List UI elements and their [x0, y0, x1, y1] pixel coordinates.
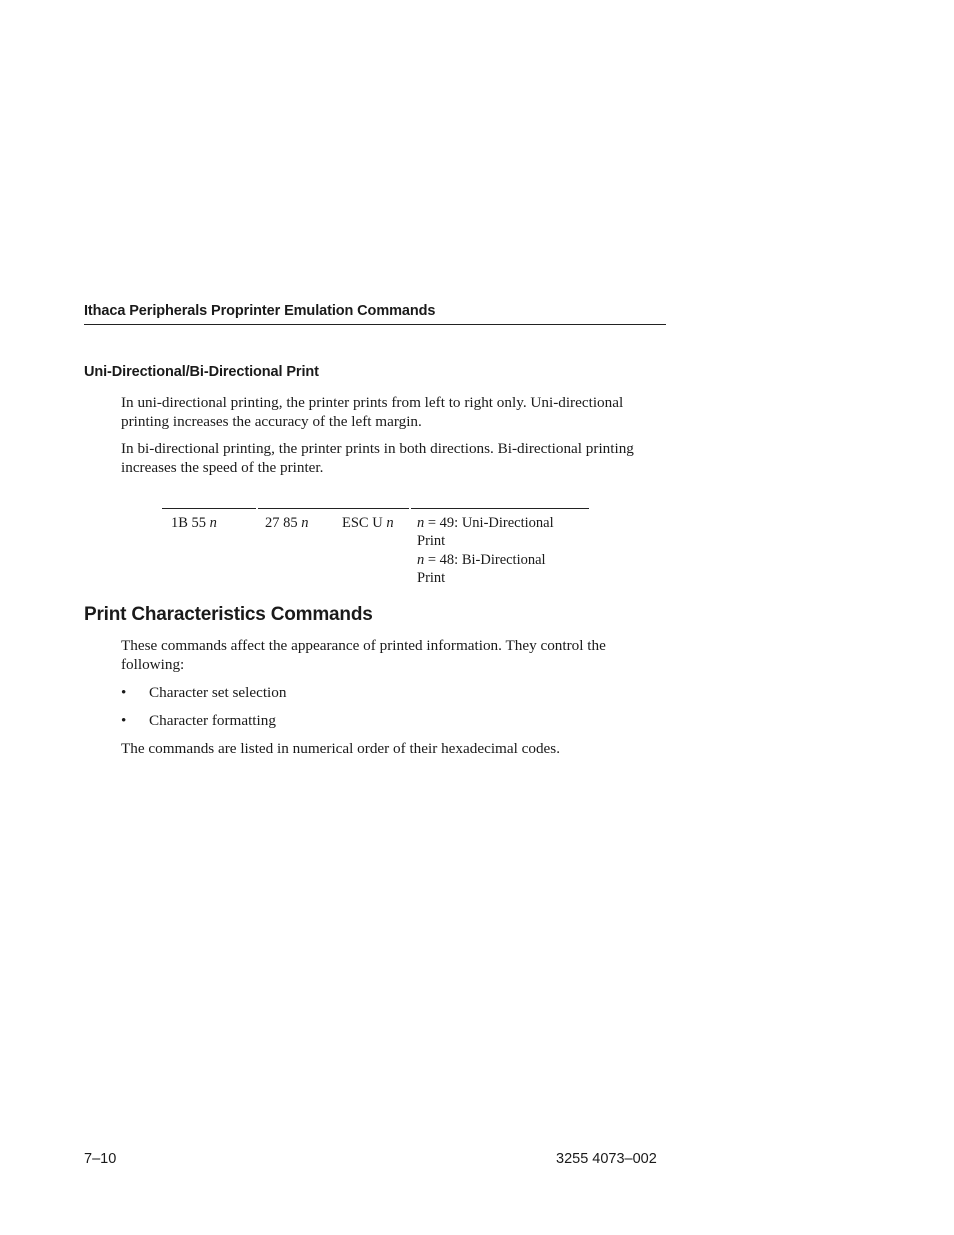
description-cell [417, 514, 554, 587]
table-rule [162, 508, 256, 509]
decimal-code: 27 85 [265, 515, 298, 531]
option-text: = 49: Uni-Directional [424, 515, 554, 531]
list-item-text: Character set selection [149, 684, 287, 701]
bullet-icon: • [121, 712, 127, 729]
section-title: Print Characteristics Commands [84, 604, 373, 625]
option-bi [417, 551, 554, 569]
ascii-code: ESC U [342, 515, 383, 531]
list-item-text: Character formatting [149, 712, 276, 729]
option-bi-cont: Print [417, 569, 446, 586]
paragraph-intro: These commands affect the appearance of printed information. They control the following: [121, 637, 606, 673]
table-rule [411, 508, 589, 509]
paragraph-uni-directional: In uni-directional printing, the printer prints from left to right only. Uni-directional printing increases the accuracy of the left margin. [121, 394, 624, 430]
decimal-code-cell [265, 514, 309, 532]
paragraph-closing: The commands are listed in numerical order of their hexadecimal codes. [121, 740, 560, 757]
option-uni-cont: Print [417, 533, 446, 550]
table-rule [258, 508, 409, 509]
param-n: n [301, 515, 309, 531]
param-n: n [386, 515, 394, 531]
running-head: Ithaca Peripherals Proprinter Emulation Commands [84, 303, 666, 325]
document-number: 3255 4073–002 [556, 1151, 657, 1167]
subsection-title: Uni-Directional/Bi-Directional Print [84, 364, 319, 380]
hex-code: 1B 55 [171, 515, 207, 531]
option-text: = 48: Bi-Directional [424, 551, 546, 568]
param-n: n [209, 515, 217, 531]
paragraph-bi-directional: In bi-directional printing, the printer prints in both directions. Bi-directional printing increases the speed of the printer. [121, 440, 634, 476]
param-n: n [417, 515, 425, 531]
hex-code-cell [171, 514, 217, 532]
ascii-code-cell [342, 514, 394, 532]
option-uni [417, 514, 554, 532]
bullet-icon: • [121, 684, 127, 701]
page-number: 7–10 [84, 1151, 117, 1167]
param-n: n [417, 551, 425, 568]
